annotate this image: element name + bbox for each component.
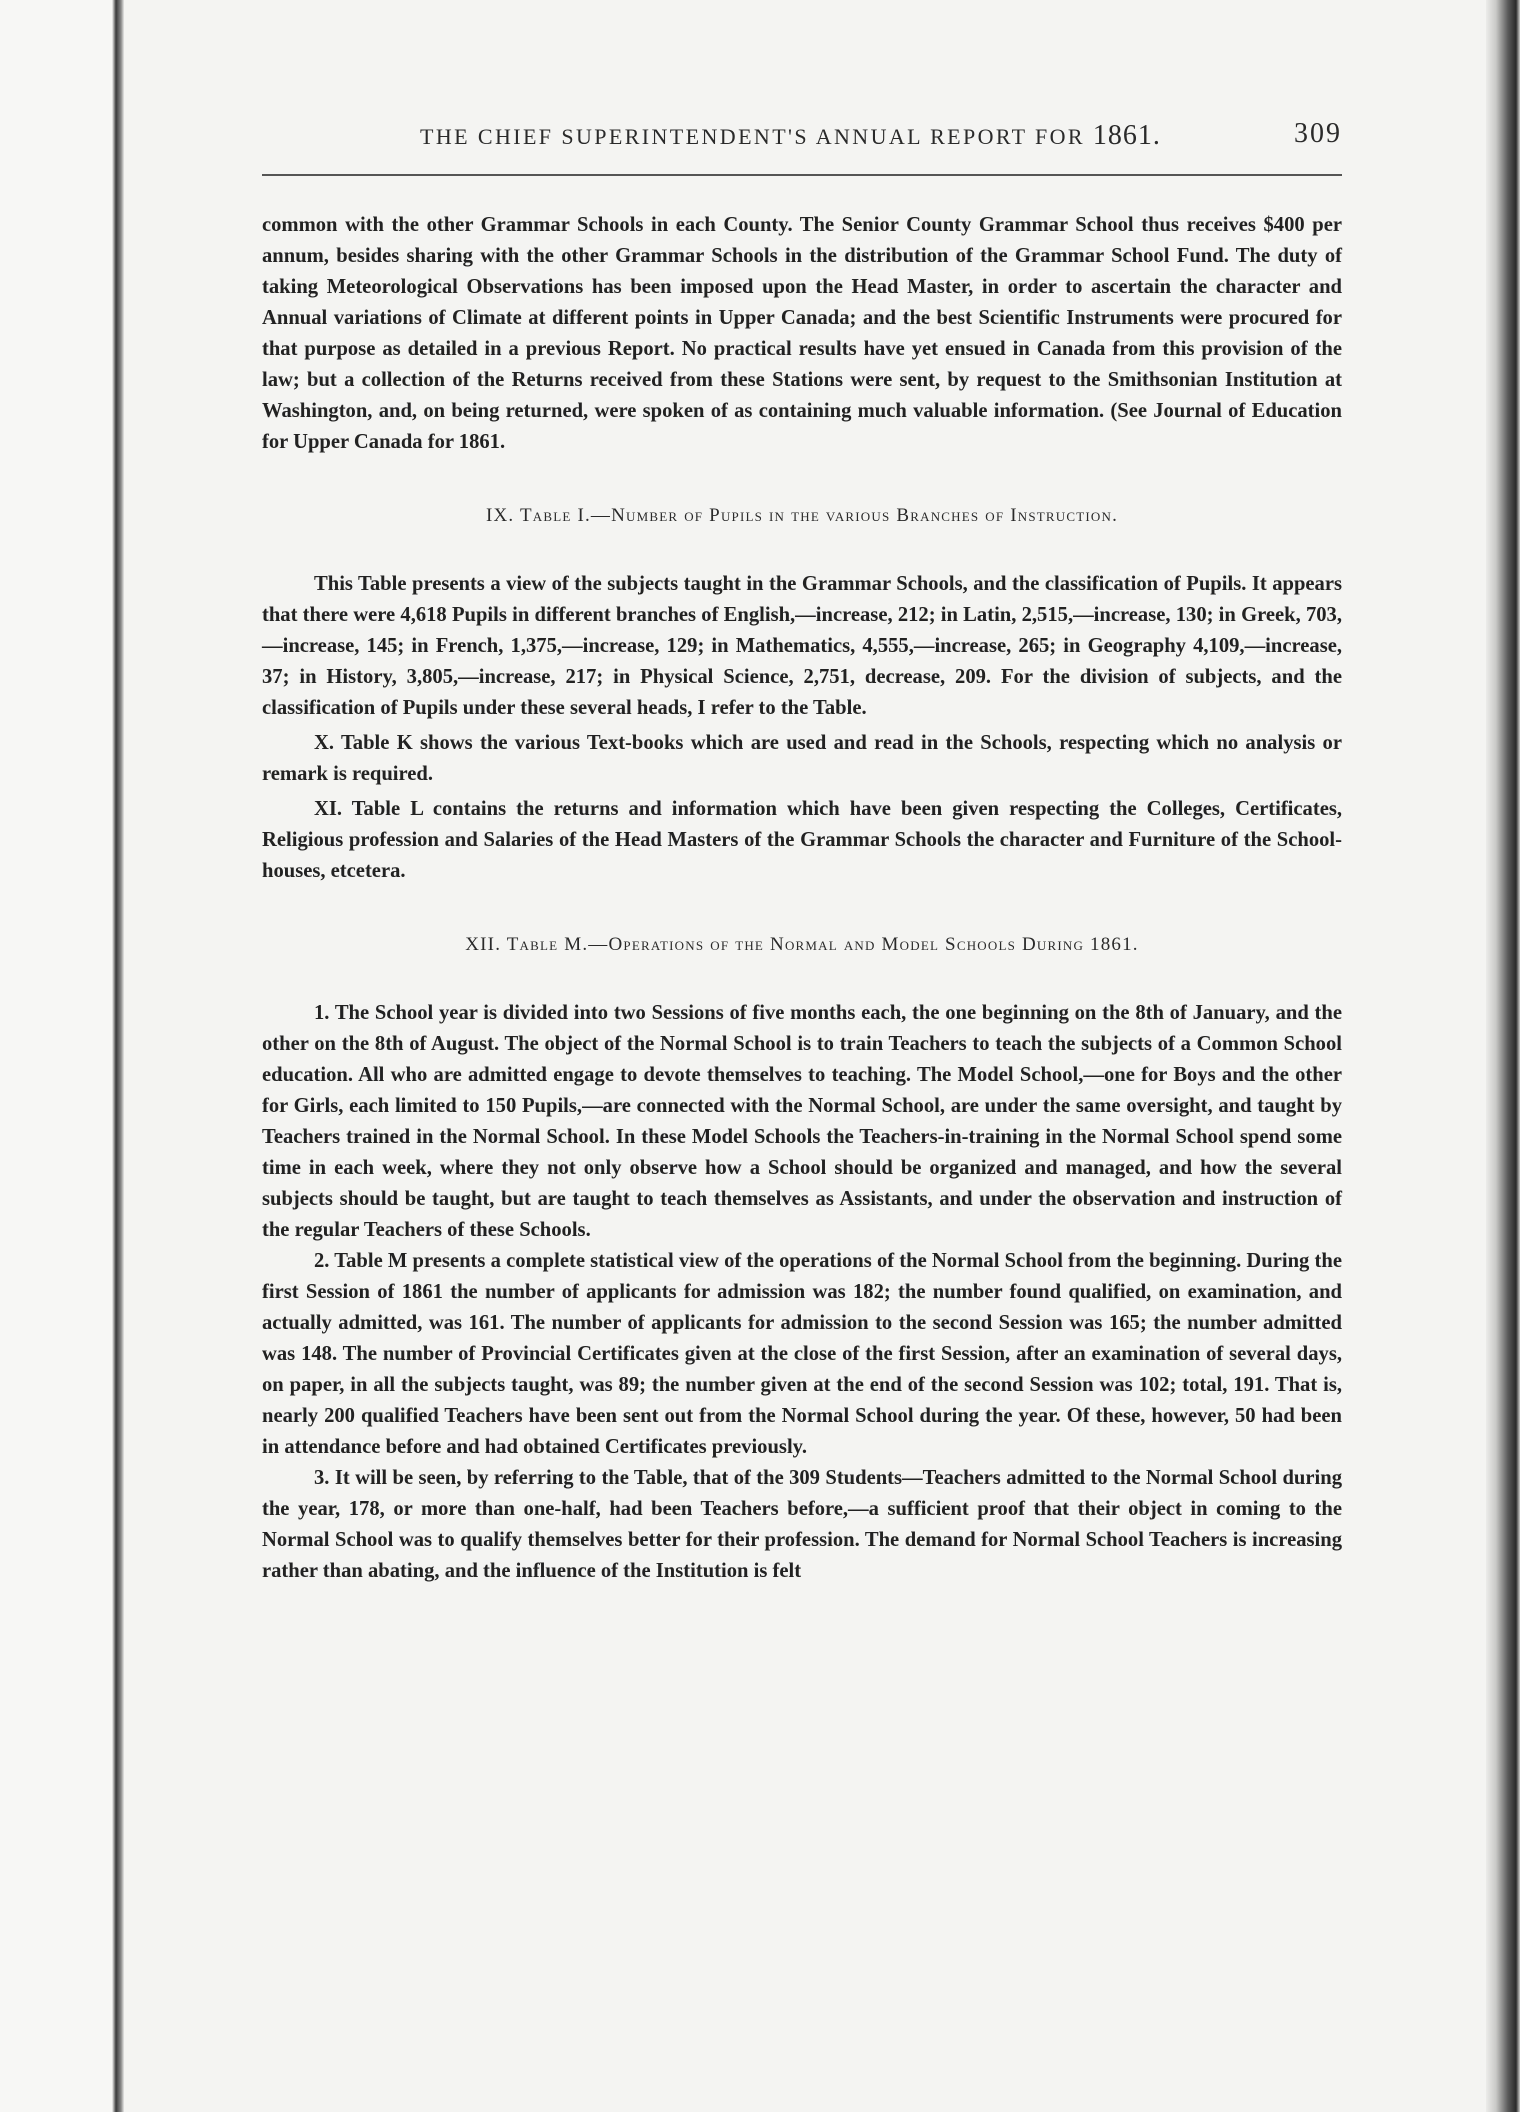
paragraph-x: X. Table K shows the various Text-books which are used and read in the Schools, respecting which no analysis or remark is required. bbox=[262, 732, 1342, 785]
body-text bbox=[262, 210, 1342, 1587]
running-title-year: 1861. bbox=[1092, 120, 1161, 151]
document-page bbox=[262, 118, 1342, 1587]
paragraph-xi: XI. Table L contains the returns and information which have been given respecting the Colleges, Certificates, Religious profession and Salaries of the Head Masters of the Grammar Schools the character and Furniture of the School-houses, etcetera. bbox=[262, 798, 1342, 882]
section-heading-xii: XII. Table M.—Operations of the Normal and Model Schools During 1861. bbox=[465, 934, 1139, 955]
paragraph-xii-3: 3. It will be seen, by referring to the Table, that of the 309 Students—Teachers admitted to the Normal School during the year, 178, or more than one-half, had been Teachers before,—a sufficient proof that their object in coming to the Normal School was to qualify themselves better for their profession. The demand for Normal School Teachers is increasing rather than abating, and the influence of the Institution is felt bbox=[262, 1467, 1342, 1582]
paragraph-xii-2: 2. Table M presents a complete statistical view of the operations of the Normal School from the beginning. During the first Session of 1861 the number of applicants for admission was 182; the number found qualified, on examination, and actually admitted, was 161. The number of applicants for admission to the second Session was 165; the number admitted was 148. The number of Provincial Certificates given at the close of the first Session, after an examination of several days, on paper, in all the subjects taught, was 89; the number given at the end of the second Session was 102; total, 191. That is, nearly 200 qualified Teachers have been sent out from the Normal School during the year. Of these, however, 50 had been in attendance before and had obtained Certificates previously. bbox=[262, 1250, 1342, 1458]
section-heading-ix: IX. Table I.—Number of Pupils in the various Branches of Instruction. bbox=[485, 505, 1119, 526]
running-header bbox=[262, 118, 1342, 158]
running-title-text: THE CHIEF SUPERINTENDENT'S ANNUAL REPORT FOR bbox=[420, 124, 1093, 149]
paragraph-intro: common with the other Grammar Schools in each County. The Senior County Grammar School thus receives $400 per annum, besides sharing with the other Grammar Schools in the distribution of the Grammar School Fund. The duty of taking Meteorological Observations has been imposed upon the Head Master, in order to ascertain the character and Annual variations of Climate at different points in Upper Canada; and the best Scientific Instruments were procured for that purpose as detailed in a previous Report. No practical results have yet ensued in Canada from this provision of the law; but a collection of the Returns received from these Stations were sent, by request to the Smithsonian Institution at Washington, and, on being returned, were spoken of as containing much valuable information. (See Journal of Education for Upper Canada for 1861. bbox=[262, 214, 1342, 453]
paragraph-ix-1: This Table presents a view of the subjects taught in the Grammar Schools, and the classification of Pupils. It appears that there were 4,618 Pupils in different branches of English,—increase, 212; in Latin, 2,515,—increase, 130; in Greek, 703,—increase, 145; in French, 1,375,—increase, 129; in Mathematics, 4,555,—increase, 265; in Geography 4,109,—increase, 37; in History, 3,805,—increase, 217; in Physical Science, 2,751, decrease, 209. For the division of subjects, and the classification of Pupils under these several heads, I refer to the Table. bbox=[262, 573, 1342, 719]
scan-right-edge bbox=[1486, 0, 1520, 2112]
running-title bbox=[420, 120, 1161, 152]
scan-left-edge bbox=[0, 0, 124, 2112]
header-rule bbox=[262, 174, 1342, 176]
page-number: 309 bbox=[1294, 118, 1342, 149]
paragraph-xii-1: 1. The School year is divided into two Sessions of five months each, the one beginning on the 8th of January, and the other on the 8th of August. The object of the Normal School is to train Teachers to teach the subjects of a Common School education. All who are admitted engage to devote themselves to teaching. The Model School,—one for Boys and the other for Girls, each limited to 150 Pupils,—are connected with the Normal School, are under the same oversight, and taught by Teachers trained in the Normal School. In these Model Schools the Teachers-in-training in the Normal School spend some time in each week, where they not only observe how a School should be organized and managed, and how the several subjects should be taught, but are taught to teach themselves as Assistants, and under the observation and instruction of the regular Teachers of these Schools. bbox=[262, 1002, 1342, 1241]
